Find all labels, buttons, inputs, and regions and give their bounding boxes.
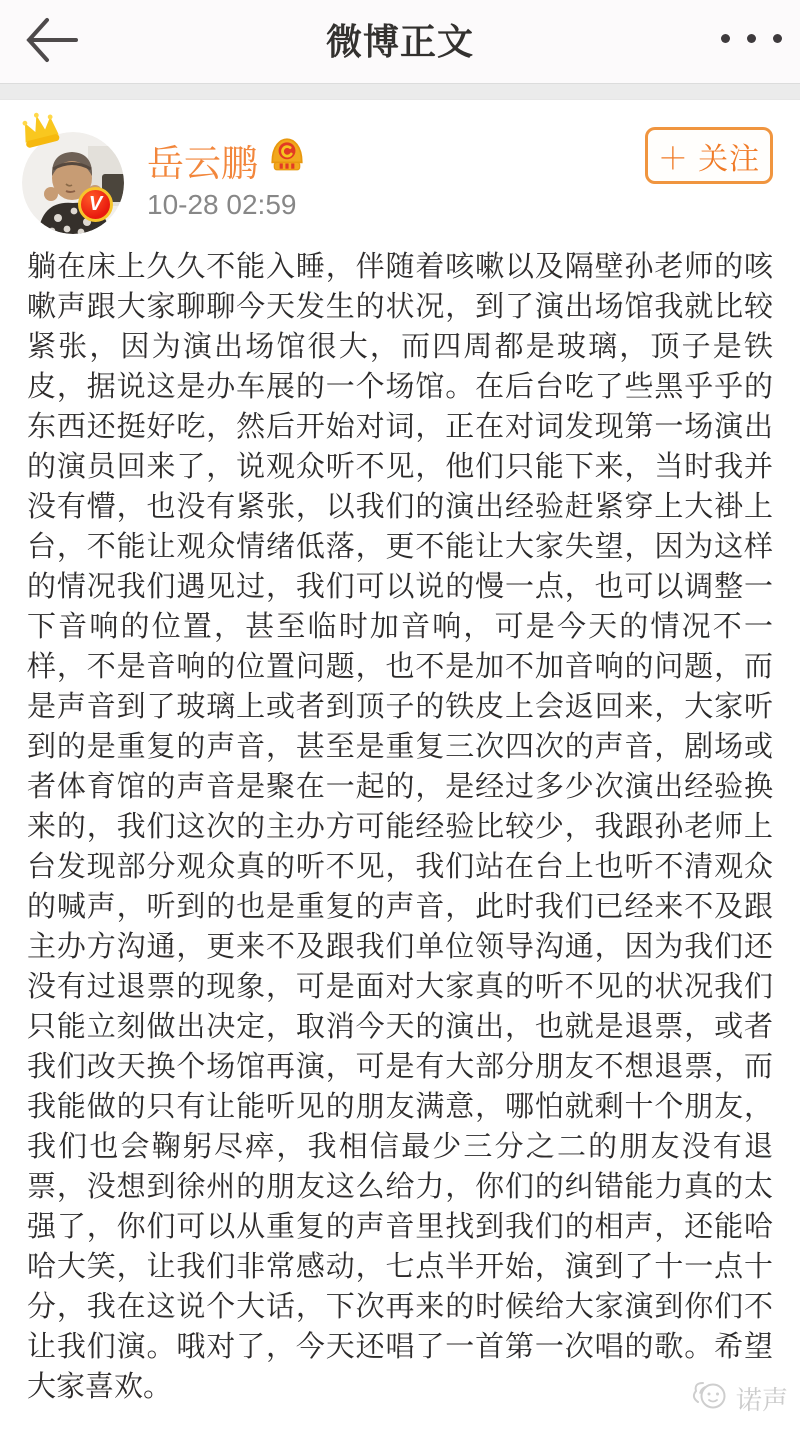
navbar-separator: [0, 83, 800, 100]
post-content: 躺在床上久久不能入睡，伴随着咳嗽以及隔壁孙老师的咳嗽声跟大家聊聊今天发生的状况，到了演出场馆我就比较紧张，因为演出场馆很大，而四周都是玻璃，顶子是铁皮，据说这是办车展的一个场馆。在后台吃了些黑乎乎的东西还挺好吃，然后开始对词，正在对词发现第一场演出的演员回来了，说观众听不见，他们只能下来，当时我并没有懵，也没有紧张，以我们的演出经验赶紧穿上大褂上台，不能让观众情绪低落，更不能让大家失望，因为这样的情况我们遇见过，我们可以说的慢一点，也可以调整一下音响的位置，甚至临时加音响，可是今天的情况不一样，不是音响的位置问题，也不是加不加音响的问题，而是声音到了玻璃上或者到顶子的铁皮上会返回来，大家听到的是重复的声音，甚至是重复三次四次的声音，剧场或者体育馆的声音是聚在一起的，是经过多少次演出经验换来的，我们这次的主办方可能经验比较少，我跟孙老师上台发现部分观众真的听不见，我们站在台上也听不清观众的喊声，听到的也是重复的声音，此时我们已经来不及跟主办方沟通，更来不及跟我们单位领导沟通，因为我们还没有过退票的现象，可是面对大家真的听不见的状况我们只能立刻做出决定，取消今天的演出，也就是退票，或者我们改天换个场馆再演，可是有大部分朋友不想退票，而我能做的只有让能听见的朋友满意，哪怕就剩十个朋友，我们也会鞠躬尽瘁，我相信最少三分之二的朋友没有退票，没想到徐州的朋友这么给力，你们的纠错能力真的太强了，你们可以从重复的声音里找到我们的相声，还能哈哈大笑，让我们非常感动，七点半开始，演到了十一点十分，我在这说个大话，下次再来的时候给大家演到你们不让我们演。哦对了，今天还唱了一首第一次唱的歌。希望大家喜欢。: [27, 251, 773, 1403]
watermark-text: 诺声: [735, 1385, 788, 1415]
vip-crown-badge-icon: [268, 136, 306, 174]
watermark: [691, 1376, 788, 1421]
verified-badge-icon: V: [78, 187, 113, 222]
left-arrow-icon: [25, 16, 79, 67]
navbar: [0, 0, 800, 83]
username[interactable]: 岳云鹏: [147, 143, 258, 184]
follow-button[interactable]: ＋ 关注: [645, 127, 773, 184]
avatar[interactable]: [22, 132, 124, 234]
more-button[interactable]: [717, 24, 786, 52]
page-title: 微博正文: [325, 21, 474, 62]
watermark-face-icon: [691, 1376, 731, 1421]
ellipsis-icon: [721, 24, 782, 52]
back-button[interactable]: [20, 11, 84, 71]
post-timestamp: 10-28 02:59: [147, 189, 297, 220]
